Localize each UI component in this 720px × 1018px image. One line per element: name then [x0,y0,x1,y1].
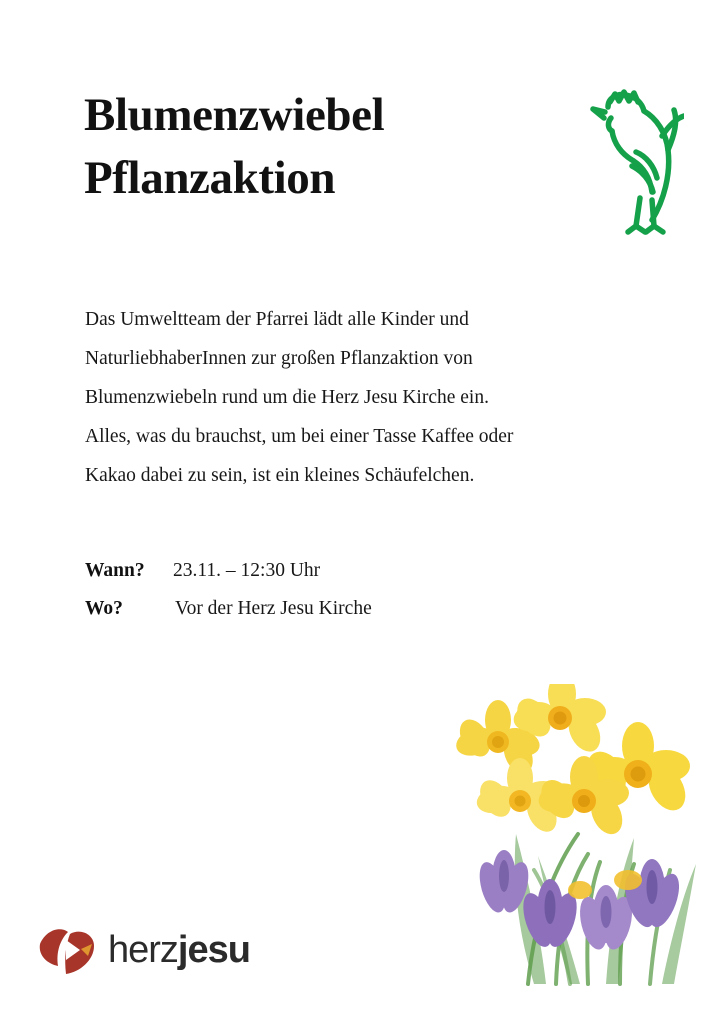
page-title [84,88,554,207]
logo-mark-icon [36,922,98,978]
detail-value-where: Vor der Herz Jesu Kirche [175,598,372,619]
detail-row [85,552,605,590]
body-line: NaturliebhaberInnen zur großen Pflanzaktion von [85,348,473,369]
body-line: Das Umweltteam der Pfarrei lädt alle Kinder und [85,309,469,330]
title-line-1: Blumenzwiebel [84,89,385,141]
body-text [85,300,605,495]
body-line: Kakao dabei zu sein, ist ein kleines Schäufelchen. [85,465,475,486]
body-line: Blumenzwiebeln rund um die Herz Jesu Kirche ein. [85,387,489,408]
flower-illustration [438,684,708,994]
rooster-icon [574,74,684,249]
detail-row [85,590,605,628]
title-line-2: Pflanzaktion [84,152,336,205]
herzjesu-logo [36,922,250,978]
logo-wordmark [108,929,250,972]
detail-value-when: 23.11. – 12:30 Uhr [173,560,321,581]
logo-word-herz: herz [108,928,178,971]
logo-word-jesu: jesu [177,928,250,971]
body-line: Alles, was du brauchst, um bei einer Tasse Kaffee oder [85,426,514,447]
detail-label-when: Wann? [85,560,145,581]
detail-label-where: Wo? [85,598,123,619]
event-details [85,552,605,628]
